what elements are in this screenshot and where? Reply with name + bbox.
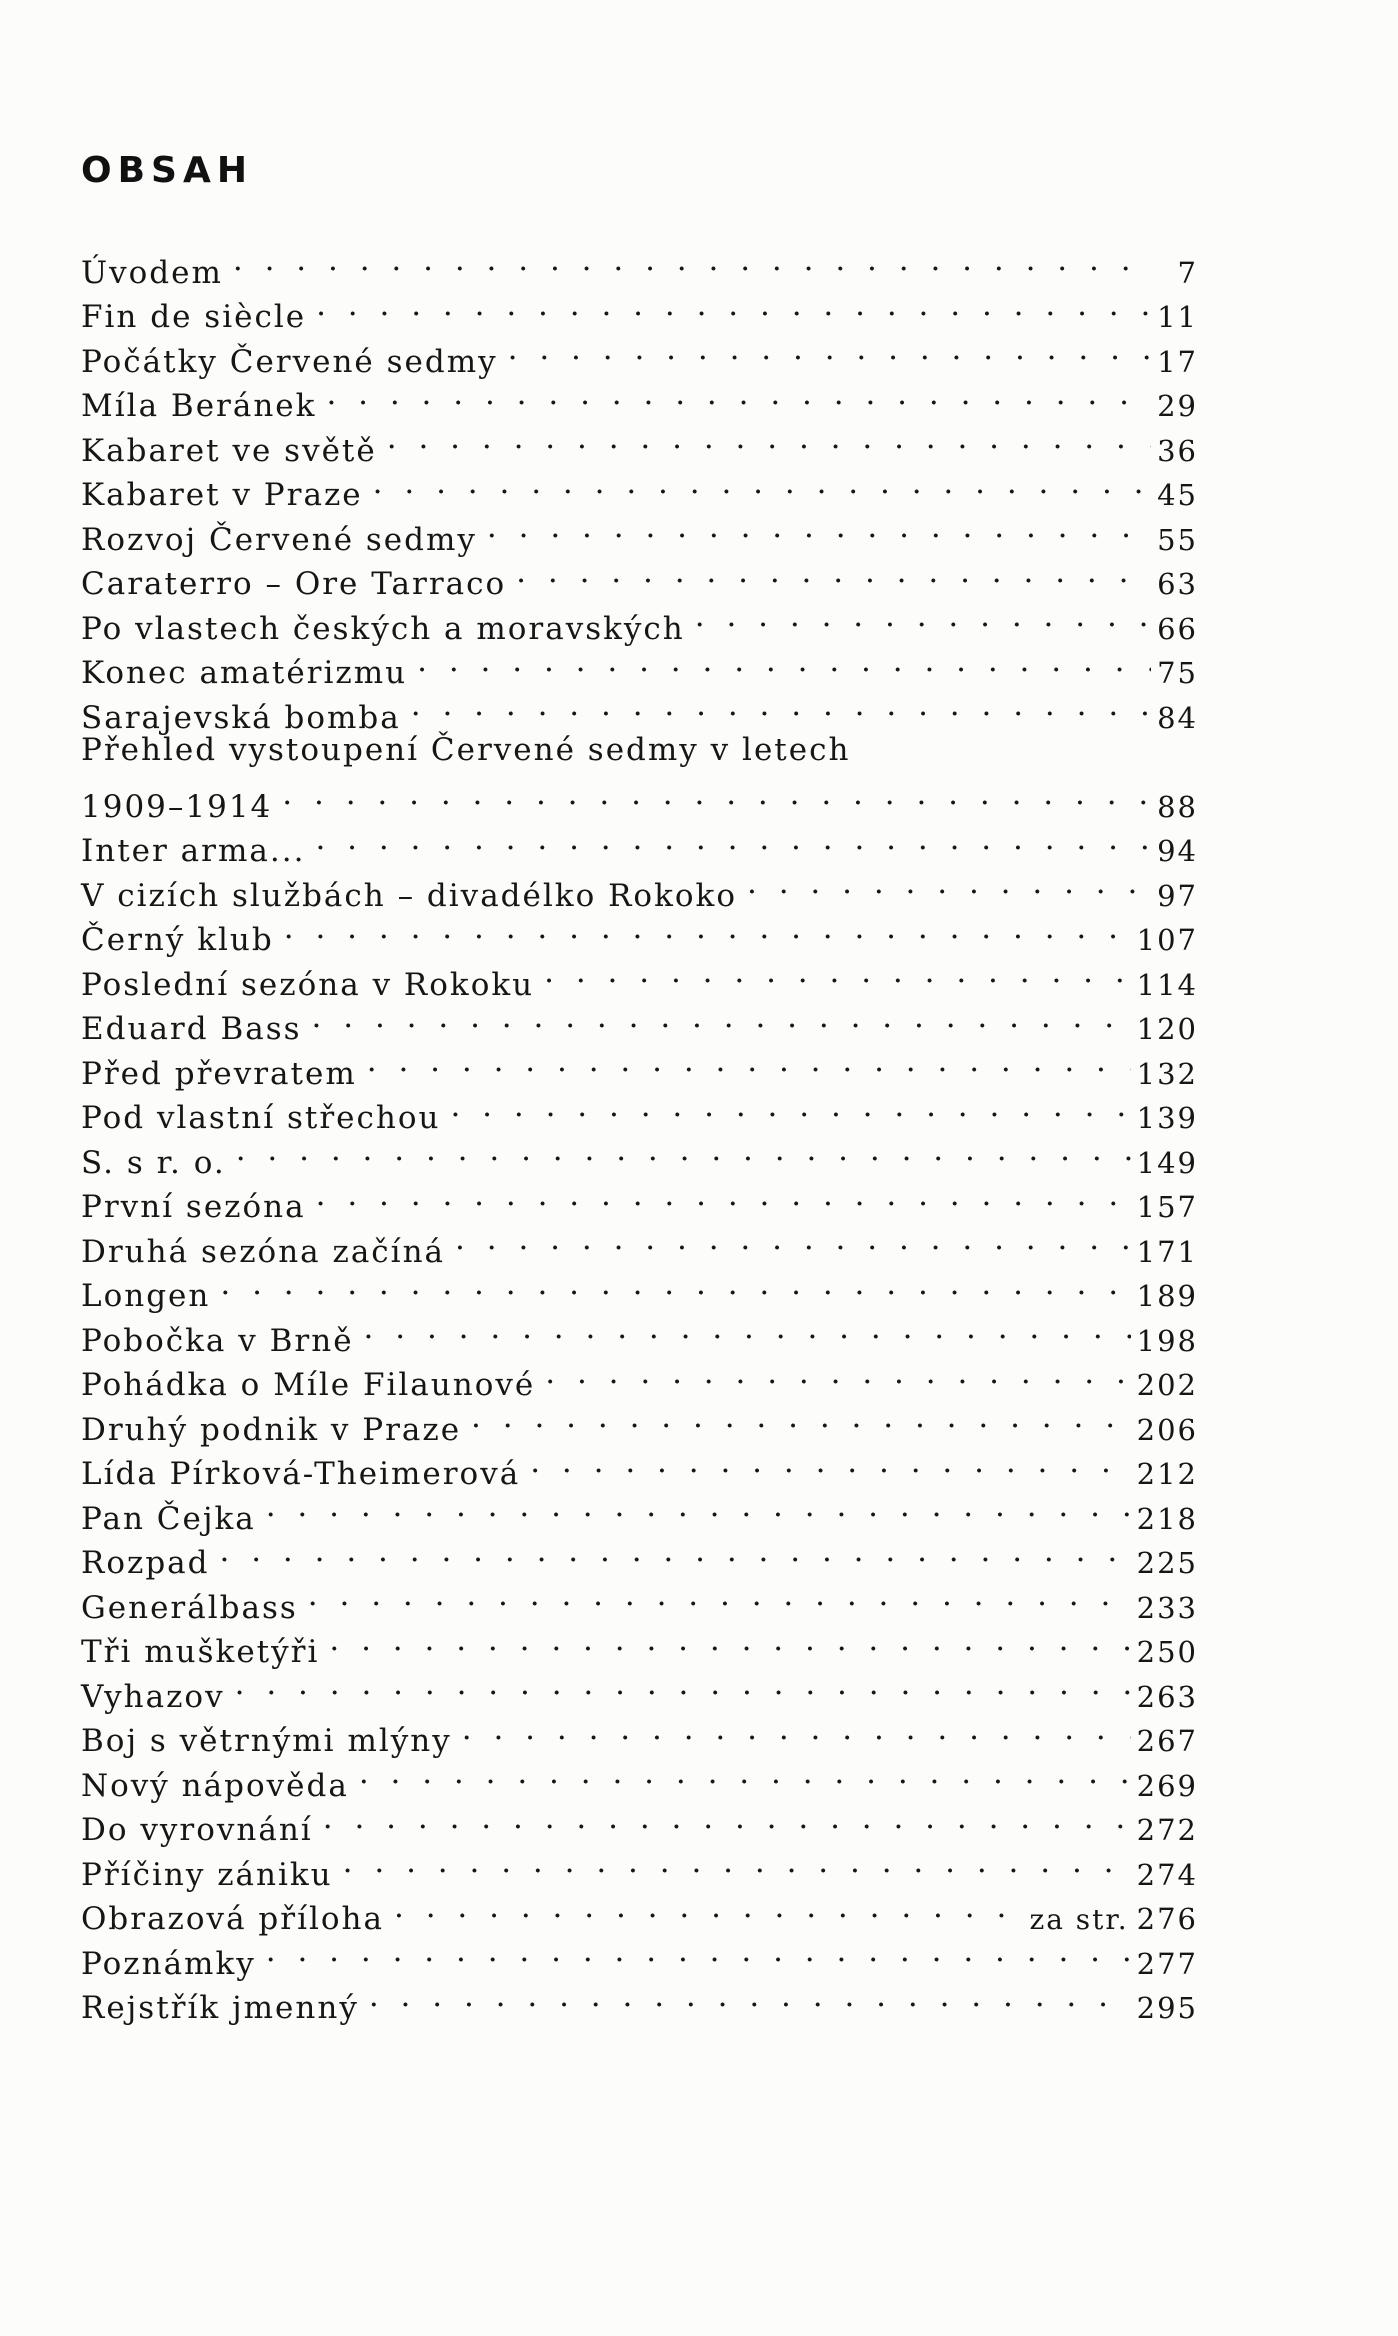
toc-entry-title: Rozvoj Červené sedmy bbox=[81, 521, 477, 558]
toc-entry-title: Do vyrovnání bbox=[81, 1812, 313, 1848]
dot-leader bbox=[284, 906, 1131, 951]
toc-entry-title: Před převratem bbox=[81, 1055, 357, 1092]
toc-entry-page: 120 bbox=[1136, 1012, 1198, 1046]
dot-leader bbox=[544, 950, 1131, 995]
dot-leader bbox=[308, 1573, 1131, 1618]
toc-entry-page: 45 bbox=[1157, 478, 1198, 512]
toc-entry-title: První sezóna bbox=[81, 1189, 306, 1225]
toc-entry-page: 198 bbox=[1136, 1323, 1198, 1358]
dot-leader bbox=[312, 995, 1131, 1040]
dot-leader bbox=[462, 1707, 1131, 1752]
toc-entry-title: Přehled vystoupení Červené sedmy v letech bbox=[81, 731, 851, 768]
toc-entry-page: 250 bbox=[1136, 1635, 1198, 1669]
dot-leader bbox=[343, 1840, 1131, 1885]
dot-leader bbox=[530, 1440, 1130, 1485]
dot-leader bbox=[220, 1529, 1131, 1574]
toc-entry-page: 212 bbox=[1136, 1457, 1198, 1491]
dot-leader bbox=[326, 372, 1151, 417]
toc-entry-title: Rejstřík jmenný bbox=[81, 1990, 359, 2026]
toc-entry-page: 269 bbox=[1136, 1768, 1198, 1803]
toc-entry bbox=[81, 283, 1198, 335]
toc-entry-title: Počátky Červené sedmy bbox=[81, 343, 498, 380]
toc-entry-title: Konec amatérizmu bbox=[81, 655, 408, 691]
toc-entry-title: Caraterro – Ore Tarraco bbox=[81, 566, 507, 602]
toc-entry-title: Pan Čejka bbox=[81, 1500, 256, 1537]
toc-entry-page: 157 bbox=[1136, 1190, 1198, 1224]
toc-entry-title: Kabaret ve světě bbox=[81, 432, 377, 469]
toc-entry-page: 84 bbox=[1157, 700, 1198, 735]
toc-entry-page: 233 bbox=[1136, 1590, 1198, 1625]
toc-entry-page: 94 bbox=[1157, 834, 1198, 868]
toc-entry-page: 97 bbox=[1157, 878, 1198, 913]
toc-entry-page: 295 bbox=[1136, 1991, 1198, 2025]
dot-leader bbox=[367, 1039, 1131, 1084]
toc-entry-title: Po vlastech českých a moravských bbox=[81, 610, 685, 647]
toc-entry-title: Nový nápověda bbox=[81, 1767, 349, 1804]
toc-entry bbox=[81, 238, 1198, 291]
toc-entry-page: 55 bbox=[1157, 522, 1198, 557]
toc-entry-title: Úvodem bbox=[81, 254, 223, 291]
toc-entry-page: 63 bbox=[1157, 567, 1198, 601]
toc-entry-title: S. s r. o. bbox=[81, 1144, 226, 1181]
dot-leader bbox=[323, 1796, 1131, 1841]
toc-entry-page: 276 bbox=[1136, 1902, 1198, 1936]
dot-leader bbox=[695, 594, 1151, 639]
dot-leader bbox=[233, 238, 1152, 283]
dot-leader bbox=[316, 283, 1151, 328]
dot-leader bbox=[471, 1395, 1131, 1440]
toc-entry-page: 88 bbox=[1157, 789, 1198, 824]
toc-entry-page: 11 bbox=[1157, 300, 1198, 334]
toc-entry-page: 189 bbox=[1136, 1279, 1198, 1313]
dot-leader bbox=[417, 639, 1151, 684]
dot-leader bbox=[315, 817, 1151, 862]
toc-entry bbox=[81, 1707, 1198, 1759]
toc-entry-page: 114 bbox=[1136, 967, 1198, 1002]
toc-entry-title: Vyhazov bbox=[81, 1678, 225, 1715]
dot-leader bbox=[373, 461, 1151, 506]
toc-entry-title: Pod vlastní střechou bbox=[81, 1100, 441, 1136]
toc-entry-page: 139 bbox=[1136, 1101, 1198, 1135]
toc-entry bbox=[81, 1306, 1198, 1359]
toc-entry bbox=[81, 1262, 1198, 1314]
toc-entry-title: Kabaret v Praze bbox=[81, 477, 363, 513]
dot-leader bbox=[411, 683, 1151, 728]
dot-leader bbox=[747, 861, 1151, 906]
toc-entry-title: Generálbass bbox=[81, 1589, 298, 1626]
dot-leader bbox=[545, 1351, 1130, 1396]
toc-entry-title: Tři mušketýři bbox=[81, 1634, 320, 1670]
toc-entry-title: Míla Beránek bbox=[81, 388, 317, 424]
dot-leader bbox=[364, 1306, 1131, 1351]
toc-entry-page: 29 bbox=[1157, 389, 1198, 423]
toc-entry-page: 202 bbox=[1136, 1368, 1198, 1402]
dot-leader bbox=[394, 1885, 1023, 1930]
dot-leader bbox=[387, 416, 1151, 461]
toc-entry-page: 17 bbox=[1157, 344, 1198, 379]
toc-entry-title: Příčiny zániku bbox=[81, 1856, 333, 1893]
toc-entry-title: Poznámky bbox=[81, 1945, 256, 1982]
toc-entry-prefix: za str. bbox=[1029, 1903, 1129, 1936]
dot-leader bbox=[266, 1929, 1131, 1974]
toc-entry bbox=[81, 1529, 1198, 1581]
dot-leader bbox=[282, 772, 1151, 817]
toc-entry-page: 171 bbox=[1136, 1234, 1198, 1269]
toc-entry-title: Druhý podnik v Praze bbox=[81, 1411, 462, 1448]
toc-entry-title: Rozpad bbox=[81, 1545, 210, 1581]
dot-leader bbox=[236, 1128, 1131, 1173]
dot-leader bbox=[516, 550, 1151, 595]
toc-entry-title: Poslední sezóna v Rokoku bbox=[81, 966, 535, 1003]
toc-entry-page: 132 bbox=[1136, 1056, 1198, 1091]
toc-entry-title: Sarajevská bomba bbox=[81, 699, 401, 736]
toc-entry-page: 36 bbox=[1157, 433, 1198, 468]
toc-entry-page: 277 bbox=[1136, 1946, 1198, 1981]
toc-entry bbox=[81, 1173, 1198, 1225]
toc-entry-page: 274 bbox=[1136, 1857, 1198, 1892]
dot-leader bbox=[455, 1217, 1131, 1262]
toc-entry-title: Pobočka v Brně bbox=[81, 1322, 354, 1359]
toc-entry-title: V cizích službách – divadélko Rokoko bbox=[81, 877, 737, 914]
dot-leader bbox=[220, 1262, 1130, 1307]
dot-leader bbox=[316, 1173, 1131, 1218]
dot-leader bbox=[508, 327, 1151, 372]
toc-entry-page: 107 bbox=[1136, 923, 1198, 957]
toc-entry-page: 267 bbox=[1136, 1724, 1198, 1758]
toc-entry-title: Pohádka o Míle Filaunové bbox=[81, 1367, 536, 1403]
toc-entry-page: 75 bbox=[1157, 656, 1198, 690]
dot-leader bbox=[487, 505, 1151, 550]
toc-entry-title: Inter arma... bbox=[81, 833, 306, 869]
toc-entry-page: 218 bbox=[1136, 1501, 1198, 1536]
toc-entry bbox=[81, 728, 1198, 773]
toc-entry-title: 1909–1914 bbox=[81, 788, 273, 825]
dot-leader bbox=[369, 1974, 1131, 2019]
toc-entry-page: 272 bbox=[1136, 1813, 1198, 1847]
toc-entry bbox=[81, 1573, 1198, 1626]
toc-entry-title: Druhá sezóna začíná bbox=[81, 1233, 446, 1270]
toc-entry-title: Fin de siècle bbox=[81, 299, 307, 335]
table-of-contents bbox=[81, 238, 1198, 2026]
toc-entry-title: Lída Pírková-Theimerová bbox=[81, 1456, 521, 1492]
toc-entry-title: Černý klub bbox=[81, 922, 274, 958]
toc-entry-page: 206 bbox=[1136, 1412, 1198, 1447]
toc-entry-page: 66 bbox=[1157, 611, 1198, 646]
dot-leader bbox=[235, 1662, 1131, 1707]
dot-leader bbox=[450, 1084, 1130, 1129]
toc-entry-page: 7 bbox=[1177, 255, 1198, 290]
toc-entry-title: Eduard Bass bbox=[81, 1011, 302, 1047]
toc-entry bbox=[81, 1662, 1198, 1715]
toc-entry bbox=[81, 772, 1198, 825]
page-title: OBSAH bbox=[81, 150, 253, 191]
toc-entry-page: 225 bbox=[1136, 1546, 1198, 1580]
dot-leader bbox=[266, 1484, 1131, 1529]
dot-leader bbox=[329, 1618, 1130, 1663]
toc-entry-title: Obrazová příloha bbox=[81, 1901, 385, 1937]
toc-entry bbox=[81, 1128, 1198, 1181]
toc-entry-title: Longen bbox=[81, 1278, 211, 1314]
toc-entry-page: 263 bbox=[1136, 1679, 1198, 1714]
toc-entry-page: 149 bbox=[1136, 1145, 1198, 1180]
dot-leader bbox=[359, 1751, 1131, 1796]
toc-entry-title: Boj s větrnými mlýny bbox=[81, 1723, 452, 1759]
